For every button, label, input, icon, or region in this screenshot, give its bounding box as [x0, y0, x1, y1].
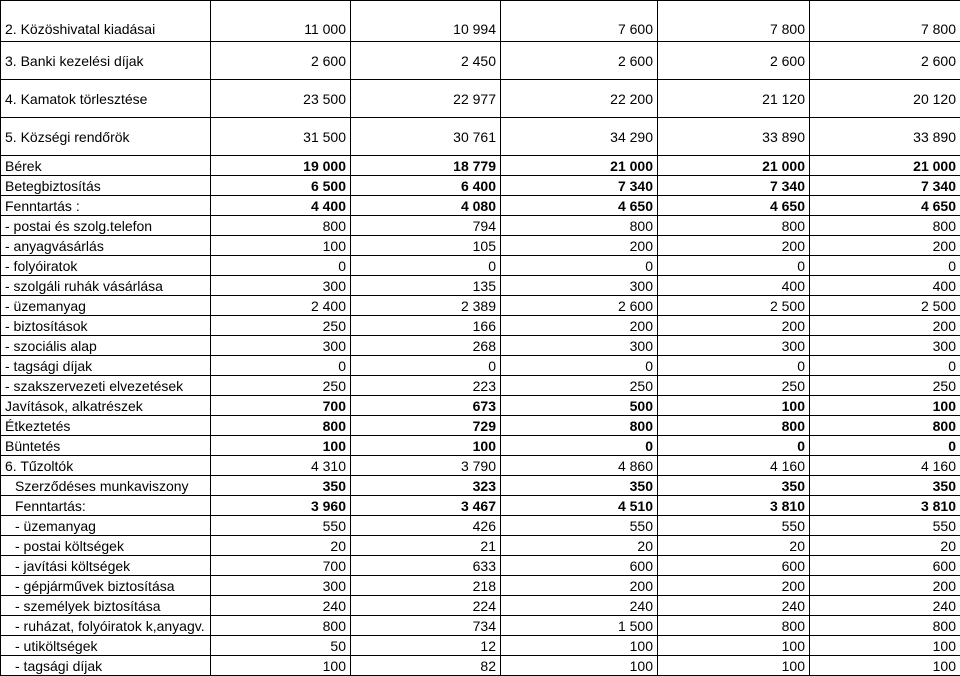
cell-value: 240 — [501, 596, 658, 616]
cell-value: 0 — [501, 256, 658, 276]
cell-value: 82 — [351, 656, 501, 676]
table-row — [1, 636, 960, 656]
cell-value: 100 — [810, 656, 960, 676]
table-row — [1, 1, 960, 42]
cell-value: 11 000 — [211, 1, 351, 42]
row-label: Étkeztetés — [1, 416, 211, 436]
cell-value: 800 — [211, 616, 351, 636]
cell-value: 240 — [810, 596, 960, 616]
cell-value: 0 — [351, 256, 501, 276]
cell-value: 6 500 — [211, 176, 351, 196]
cell-value: 100 — [810, 636, 960, 656]
cell-value: 700 — [211, 556, 351, 576]
cell-value: 800 — [211, 416, 351, 436]
cell-value: 100 — [658, 636, 810, 656]
cell-value: 500 — [501, 396, 658, 416]
row-label: - biztosítások — [1, 316, 211, 336]
cell-value: 12 — [351, 636, 501, 656]
row-label: Büntetés — [1, 436, 211, 456]
cell-value: 300 — [810, 336, 960, 356]
table-row — [1, 316, 960, 336]
table-row — [1, 42, 960, 80]
table-row — [1, 276, 960, 296]
cell-value: 18 779 — [351, 156, 501, 176]
cell-value: 33 890 — [810, 118, 960, 156]
cell-value: 800 — [501, 216, 658, 236]
table-row — [1, 236, 960, 256]
cell-value: 300 — [501, 276, 658, 296]
cell-value: 2 600 — [658, 42, 810, 80]
table-row — [1, 396, 960, 416]
cell-value: 100 — [211, 236, 351, 256]
row-label: 3. Banki kezelési díjak — [1, 42, 211, 80]
cell-value: 30 761 — [351, 118, 501, 156]
row-label: Javítások, alkatrészek — [1, 396, 211, 416]
cell-value: 250 — [211, 376, 351, 396]
row-label: - postai és szolg.telefon — [1, 216, 211, 236]
table-row — [1, 516, 960, 536]
cell-value: 100 — [658, 396, 810, 416]
cell-value: 2 600 — [501, 42, 658, 80]
cell-value: 7 340 — [658, 176, 810, 196]
row-label: - szociális alap — [1, 336, 211, 356]
cell-value: 0 — [810, 436, 960, 456]
cell-value: 800 — [211, 216, 351, 236]
cell-value: 6 400 — [351, 176, 501, 196]
cell-value: 200 — [658, 316, 810, 336]
cell-value: 250 — [501, 376, 658, 396]
row-label: - ruházat, folyóiratok k,anyagv. — [1, 616, 211, 636]
cell-value: 673 — [351, 396, 501, 416]
cell-value: 350 — [211, 476, 351, 496]
cell-value: 426 — [351, 516, 501, 536]
cell-value: 100 — [810, 396, 960, 416]
cell-value: 223 — [351, 376, 501, 396]
table-row — [1, 656, 960, 676]
cell-value: 200 — [810, 316, 960, 336]
cell-value: 4 650 — [810, 196, 960, 216]
cell-value: 7 600 — [501, 1, 658, 42]
table-row — [1, 156, 960, 176]
cell-value: 21 000 — [501, 156, 658, 176]
cell-value: 31 500 — [211, 118, 351, 156]
cell-value: 100 — [658, 656, 810, 676]
cell-value: 20 — [658, 536, 810, 556]
table-row — [1, 196, 960, 216]
cell-value: 400 — [810, 276, 960, 296]
cell-value: 19 000 — [211, 156, 351, 176]
cell-value: 0 — [658, 256, 810, 276]
cell-value: 218 — [351, 576, 501, 596]
table-row — [1, 216, 960, 236]
cell-value: 0 — [658, 356, 810, 376]
cell-value: 550 — [810, 516, 960, 536]
cell-value: 2 400 — [211, 296, 351, 316]
row-label: - postai költségek — [1, 536, 211, 556]
row-label: - anyagvásárlás — [1, 236, 211, 256]
cell-value: 600 — [810, 556, 960, 576]
cell-value: 4 400 — [211, 196, 351, 216]
cell-value: 22 200 — [501, 80, 658, 118]
row-label: - javítási költségek — [1, 556, 211, 576]
row-label: Szerződéses munkaviszony — [1, 476, 211, 496]
cell-value: 240 — [211, 596, 351, 616]
cell-value: 4 160 — [810, 456, 960, 476]
cell-value: 800 — [658, 616, 810, 636]
cell-value: 400 — [658, 276, 810, 296]
cell-value: 4 650 — [501, 196, 658, 216]
table-row — [1, 118, 960, 156]
cell-value: 200 — [810, 576, 960, 596]
cell-value: 2 600 — [211, 42, 351, 80]
cell-value: 300 — [211, 576, 351, 596]
row-label: 2. Közöshivatal kiadásai — [1, 1, 211, 42]
row-label: 6. Tűzoltók — [1, 456, 211, 476]
table-row — [1, 576, 960, 596]
cell-value: 0 — [658, 436, 810, 456]
cell-value: 0 — [211, 356, 351, 376]
row-label: 4. Kamatok törlesztése — [1, 80, 211, 118]
cell-value: 23 500 — [211, 80, 351, 118]
cell-value: 729 — [351, 416, 501, 436]
table-row — [1, 616, 960, 636]
row-label: - tagsági díjak — [1, 356, 211, 376]
row-label: - folyóiratok — [1, 256, 211, 276]
cell-value: 350 — [658, 476, 810, 496]
cell-value: 3 790 — [351, 456, 501, 476]
cell-value: 200 — [658, 236, 810, 256]
row-label: - gépjárművek biztosítása — [1, 576, 211, 596]
row-label: - szakszervezeti elvezetések — [1, 376, 211, 396]
cell-value: 1 500 — [501, 616, 658, 636]
cell-value: 10 994 — [351, 1, 501, 42]
cell-value: 3 467 — [351, 496, 501, 516]
cell-value: 300 — [658, 336, 810, 356]
table-row — [1, 296, 960, 316]
cell-value: 4 650 — [658, 196, 810, 216]
row-label: - személyek biztosítása — [1, 596, 211, 616]
cell-value: 4 860 — [501, 456, 658, 476]
cell-value: 2 500 — [810, 296, 960, 316]
table-row — [1, 416, 960, 436]
cell-value: 200 — [501, 236, 658, 256]
cell-value: 250 — [211, 316, 351, 336]
cell-value: 800 — [810, 216, 960, 236]
cell-value: 100 — [211, 656, 351, 676]
cell-value: 0 — [501, 356, 658, 376]
cell-value: 20 — [211, 536, 351, 556]
table-row — [1, 556, 960, 576]
cell-value: 200 — [658, 576, 810, 596]
cell-value: 7 340 — [810, 176, 960, 196]
cell-value: 800 — [658, 416, 810, 436]
cell-value: 4 510 — [501, 496, 658, 516]
cell-value: 200 — [501, 316, 658, 336]
cell-value: 700 — [211, 396, 351, 416]
table-row — [1, 356, 960, 376]
cell-value: 21 — [351, 536, 501, 556]
cell-value: 100 — [501, 656, 658, 676]
cell-value: 734 — [351, 616, 501, 636]
cell-value: 300 — [501, 336, 658, 356]
cell-value: 2 389 — [351, 296, 501, 316]
cell-value: 2 600 — [501, 296, 658, 316]
cell-value: 3 960 — [211, 496, 351, 516]
cell-value: 4 310 — [211, 456, 351, 476]
cell-value: 34 290 — [501, 118, 658, 156]
cell-value: 0 — [501, 436, 658, 456]
table-row — [1, 536, 960, 556]
row-label: 5. Községi rendőrök — [1, 118, 211, 156]
cell-value: 550 — [501, 516, 658, 536]
cell-value: 250 — [810, 376, 960, 396]
cell-value: 4 080 — [351, 196, 501, 216]
row-label: - utiköltségek — [1, 636, 211, 656]
table-row — [1, 256, 960, 276]
cell-value: 600 — [658, 556, 810, 576]
cell-value: 135 — [351, 276, 501, 296]
cell-value: 800 — [501, 416, 658, 436]
cell-value: 300 — [211, 276, 351, 296]
cell-value: 250 — [658, 376, 810, 396]
table-row — [1, 376, 960, 396]
cell-value: 20 — [501, 536, 658, 556]
cell-value: 200 — [501, 576, 658, 596]
row-label: - üzemanyag — [1, 516, 211, 536]
cell-value: 105 — [351, 236, 501, 256]
cell-value: 633 — [351, 556, 501, 576]
row-label: Fenntartás : — [1, 196, 211, 216]
cell-value: 7 800 — [810, 1, 960, 42]
cell-value: 800 — [658, 216, 810, 236]
cell-value: 268 — [351, 336, 501, 356]
cell-value: 224 — [351, 596, 501, 616]
table-row — [1, 596, 960, 616]
cell-value: 100 — [351, 436, 501, 456]
cell-value: 21 120 — [658, 80, 810, 118]
cell-value: 21 000 — [658, 156, 810, 176]
cell-value: 550 — [658, 516, 810, 536]
table-row — [1, 176, 960, 196]
table-row — [1, 336, 960, 356]
cell-value: 7 800 — [658, 1, 810, 42]
cell-value: 2 500 — [658, 296, 810, 316]
cell-value: 0 — [351, 356, 501, 376]
cell-value: 4 160 — [658, 456, 810, 476]
cell-value: 350 — [501, 476, 658, 496]
row-label: - üzemanyag — [1, 296, 211, 316]
cell-value: 2 600 — [810, 42, 960, 80]
cell-value: 50 — [211, 636, 351, 656]
cell-value: 323 — [351, 476, 501, 496]
table-row — [1, 80, 960, 118]
cell-value: 166 — [351, 316, 501, 336]
cell-value: 22 977 — [351, 80, 501, 118]
cell-value: 2 450 — [351, 42, 501, 80]
cell-value: 600 — [501, 556, 658, 576]
cell-value: 3 810 — [810, 496, 960, 516]
cell-value: 240 — [658, 596, 810, 616]
row-label: Bérek — [1, 156, 211, 176]
cell-value: 3 810 — [658, 496, 810, 516]
table-row — [1, 456, 960, 476]
row-label: Betegbiztosítás — [1, 176, 211, 196]
cell-value: 7 340 — [501, 176, 658, 196]
cell-value: 33 890 — [658, 118, 810, 156]
cell-value: 0 — [810, 256, 960, 276]
table-row — [1, 436, 960, 456]
cell-value: 350 — [810, 476, 960, 496]
cell-value: 800 — [810, 616, 960, 636]
table-row — [1, 476, 960, 496]
cell-value: 0 — [810, 356, 960, 376]
cell-value: 100 — [501, 636, 658, 656]
cell-value: 550 — [211, 516, 351, 536]
row-label: - szolgáli ruhák vásárlása — [1, 276, 211, 296]
cell-value: 794 — [351, 216, 501, 236]
cell-value: 20 120 — [810, 80, 960, 118]
cell-value: 800 — [810, 416, 960, 436]
cell-value: 300 — [211, 336, 351, 356]
cell-value: 20 — [810, 536, 960, 556]
cell-value: 21 000 — [810, 156, 960, 176]
cell-value: 100 — [211, 436, 351, 456]
row-label: Fenntartás: — [1, 496, 211, 516]
cell-value: 200 — [810, 236, 960, 256]
table-row — [1, 496, 960, 516]
cell-value: 0 — [211, 256, 351, 276]
row-label: - tagsági díjak — [1, 656, 211, 676]
